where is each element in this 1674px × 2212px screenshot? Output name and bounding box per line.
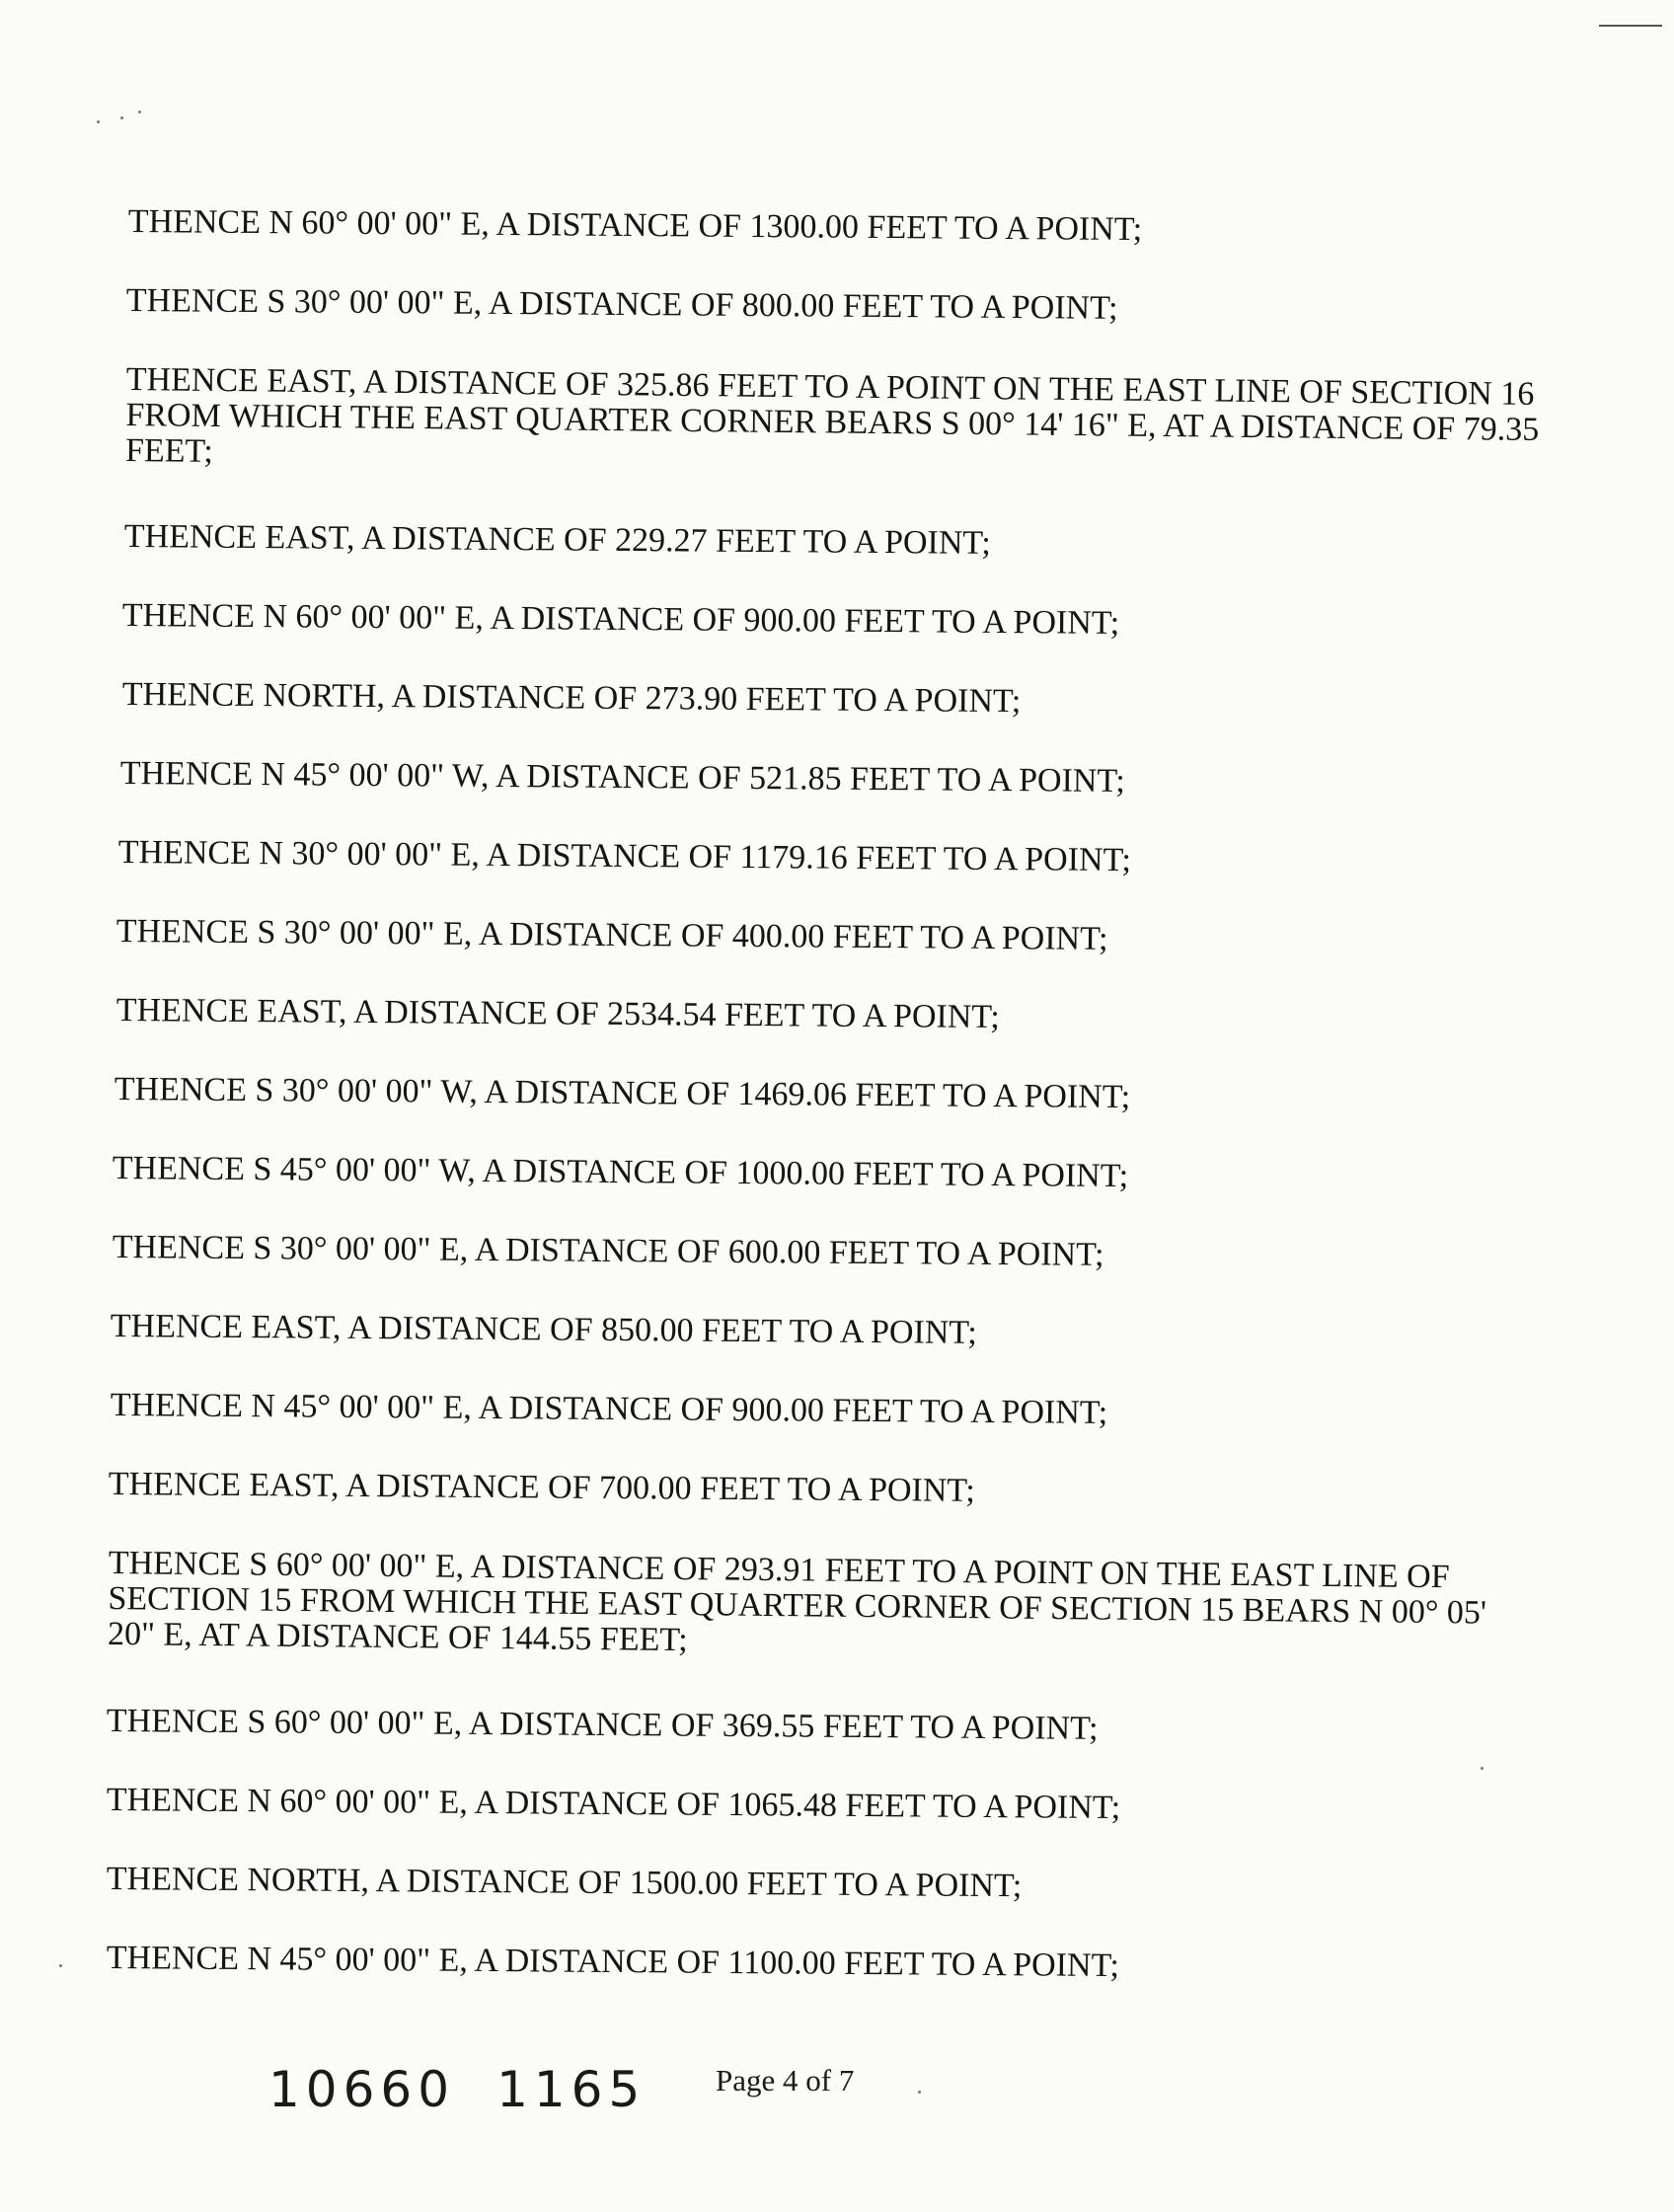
course-line: THENCE NORTH, A DISTANCE OF 273.90 FEET TO A POINT; [121, 676, 1022, 721]
course-line: THENCE EAST, A DISTANCE OF 325.86 FEET TO A POINT ON THE EAST LINE OF SECTION 16 FROM WHICH THE EAST QUARTER CORNER BEARS S 00° 14' 16" E, AT A DISTANCE OF 79.35 FEET; [124, 361, 1540, 470]
course-line: THENCE S 30° 00' 00" E, A DISTANCE OF 600.00 FEET TO A POINT; [112, 1229, 1104, 1273]
course-line: THENCE S 30° 00' 00" E, A DISTANCE OF 400.00 FEET TO A POINT; [115, 913, 1108, 957]
course-line: THENCE N 45° 00' 00" E, A DISTANCE OF 1100.00 FEET TO A POINT; [106, 1940, 1120, 1985]
course-line: THENCE EAST, A DISTANCE OF 229.27 FEET TO A POINT; [123, 518, 991, 562]
course-line: THENCE NORTH, A DISTANCE OF 1500.00 FEET TO A POINT; [106, 1861, 1023, 1905]
course-line: THENCE N 45° 00' 00" E, A DISTANCE OF 900.00 FEET TO A POINT; [110, 1387, 1108, 1431]
course-line: THENCE N 45° 00' 00" W, A DISTANCE OF 521.85 FEET TO A POINT; [119, 755, 1125, 800]
course-line: THENCE N 60° 00' 00" E, A DISTANCE OF 900.00 FEET TO A POINT; [121, 597, 1120, 642]
scan-speck [59, 1964, 62, 1967]
course-line: THENCE N 60° 00' 00" E, A DISTANCE OF 1065.48 FEET TO A POINT; [106, 1782, 1121, 1827]
course-line: THENCE N 30° 00' 00" E, A DISTANCE OF 1179.16 FEET TO A POINT; [117, 834, 1132, 879]
scan-edge-mark [1599, 25, 1662, 27]
course-line: THENCE EAST, A DISTANCE OF 850.00 FEET TO A POINT; [110, 1308, 977, 1351]
recording-page: 1165 [496, 2061, 647, 2118]
course-line: THENCE S 60° 00' 00" E, A DISTANCE OF 293.91 FEET TO A POINT ON THE EAST LINE OF SECTION 15 FROM WHICH THE EAST QUARTER CORNER OF SECTION 15 BEARS N 00° 05' 20" E, AT A DISTANCE OF 144.55 FEET; [107, 1545, 1487, 1659]
scan-speck [918, 2091, 921, 2094]
scan-speck [1481, 1767, 1484, 1770]
course-line: THENCE N 60° 00' 00" E, A DISTANCE OF 1300.00 FEET TO A POINT; [127, 203, 1143, 249]
recording-book: 10660 [268, 2061, 456, 2118]
scan-speck [138, 111, 141, 114]
page-number: Page 4 of 7 [716, 2063, 855, 2098]
course-line: THENCE S 30° 00' 00" E, A DISTANCE OF 800.00 FEET TO A POINT; [125, 282, 1118, 327]
course-line: THENCE S 45° 00' 00" W, A DISTANCE OF 1000.00 FEET TO A POINT; [112, 1150, 1129, 1195]
recording-number [268, 2061, 687, 2118]
scan-speck [97, 120, 100, 123]
scan-speck [120, 116, 123, 119]
course-line: THENCE S 60° 00' 00" E, A DISTANCE OF 369.55 FEET TO A POINT; [106, 1703, 1099, 1747]
course-line: THENCE EAST, A DISTANCE OF 2534.54 FEET TO A POINT; [115, 992, 1000, 1036]
course-line: THENCE S 30° 00' 00" W, A DISTANCE OF 1469.06 FEET TO A POINT; [114, 1071, 1131, 1116]
course-line: THENCE EAST, A DISTANCE OF 700.00 FEET TO A POINT; [108, 1466, 975, 1509]
